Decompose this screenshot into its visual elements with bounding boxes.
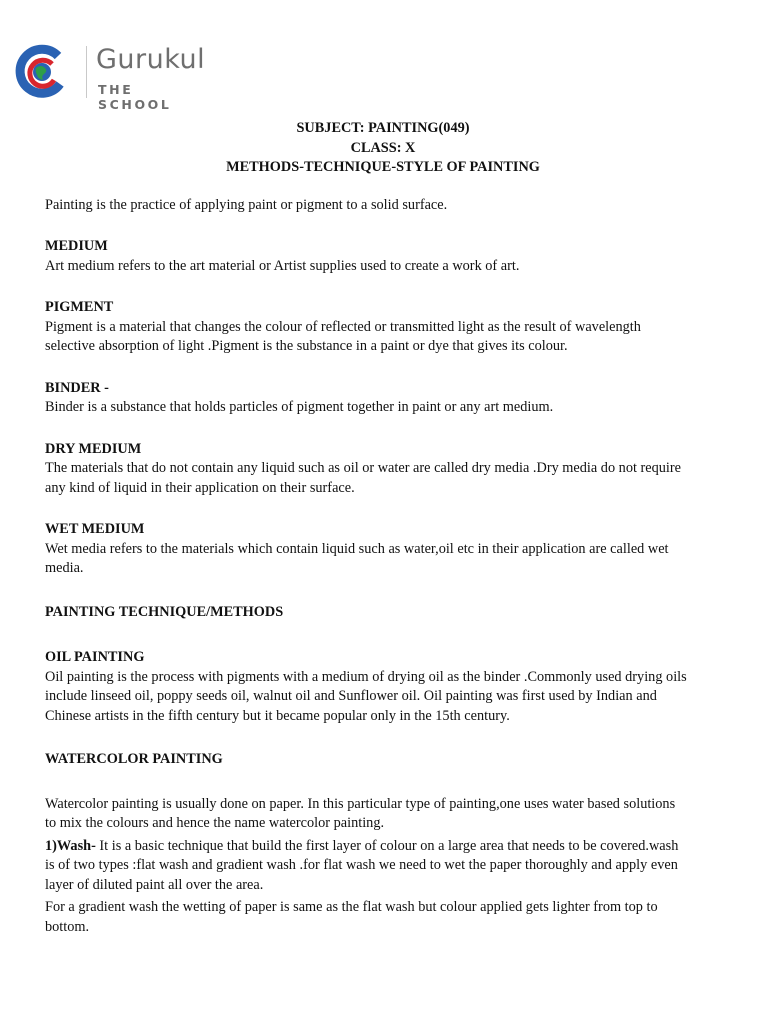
title-subject: SUBJECT: PAINTING(049) [296, 120, 470, 136]
oil-painting-text-line-3: Chinese artists in the fifth century but it became popular only in the 15th century. [45, 707, 510, 724]
pigment-text-line-2: selective absorption of light .Pigment is the substance in a paint or dye that gives its colour. [45, 338, 568, 354]
gradient-wash-text-line-2: bottom. [45, 918, 90, 935]
watercolor-heading: WATERCOLOR PAINTING [45, 751, 223, 767]
pigment-text-line-1: Pigment is a material that changes the colour of reflected or transmitted light as the result of wavelength [45, 318, 641, 335]
wash-paragraph [45, 837, 725, 857]
document-body [45, 119, 725, 937]
intro-paragraph: Painting is the practice of applying paint or pigment to a solid surface. [45, 196, 448, 213]
logo-divider [86, 46, 87, 98]
wash-text-line-3: layer of diluted paint all over the area. [45, 876, 264, 893]
title-class: CLASS: X [350, 139, 416, 156]
medium-heading: MEDIUM [45, 238, 108, 254]
dry-medium-text-line-1: The materials that do not contain any liquid such as oil or water are called dry media .Dry media do not require [45, 460, 682, 476]
brand-tagline: THE SCHOOL [98, 82, 172, 112]
binder-text: Binder is a substance that holds particles of pigment together in paint or any art medium. [45, 399, 554, 415]
wash-text-line-1: It is a basic technique that build the first layer of colour on a large area that needs to be covered.wash [95, 837, 679, 854]
wash-label: 1)Wash- [45, 837, 96, 854]
school-logo [14, 42, 206, 112]
wet-medium-text-line-2: media. [45, 560, 84, 576]
watercolor-text-line-1: Watercolor painting is usually done on paper. In this particular type of painting,one uses water based solutions [45, 795, 676, 812]
document-title [41, 119, 725, 178]
gurukul-globe-logo-icon [14, 44, 70, 100]
oil-painting-heading: OIL PAINTING [45, 649, 145, 665]
watercolor-text-line-2: to mix the colours and hence the name watercolor painting. [45, 815, 385, 831]
dry-medium-heading: DRY MEDIUM [45, 440, 142, 457]
pigment-heading: PIGMENT [45, 299, 114, 315]
oil-painting-text-line-2: include linseed oil, poppy seeds oil, walnut oil and Sunflower oil. Oil painting was first used by Indian and [45, 688, 657, 704]
binder-heading: BINDER - [45, 379, 109, 396]
medium-text: Art medium refers to the art material or Artist supplies used to create a work of art. [45, 257, 520, 274]
wet-medium-text-line-1: Wet media refers to the materials which contain liquid such as water,oil etc in their application are called wet [45, 540, 669, 557]
dry-medium-text-line-2: any kind of liquid in their application on their surface. [45, 479, 355, 496]
oil-painting-text-line-1: Oil painting is the process with pigments with a medium of drying oil as the binder .Commonly used drying oils [45, 668, 687, 685]
gradient-wash-text-line-1: For a gradient wash the wetting of paper is same as the flat wash but colour applied gets lighter from top to [45, 899, 658, 915]
wash-text-line-2: is of two types :flat wash and gradient wash .for flat wash we need to wet the paper thoroughly and apply even [45, 857, 678, 873]
techniques-heading: PAINTING TECHNIQUE/METHODS [45, 603, 284, 620]
title-topic: METHODS-TECHNIQUE-STYLE OF PAINTING [226, 159, 540, 175]
brand-name: Gurukul [96, 44, 206, 75]
wet-medium-heading: WET MEDIUM [45, 521, 145, 537]
